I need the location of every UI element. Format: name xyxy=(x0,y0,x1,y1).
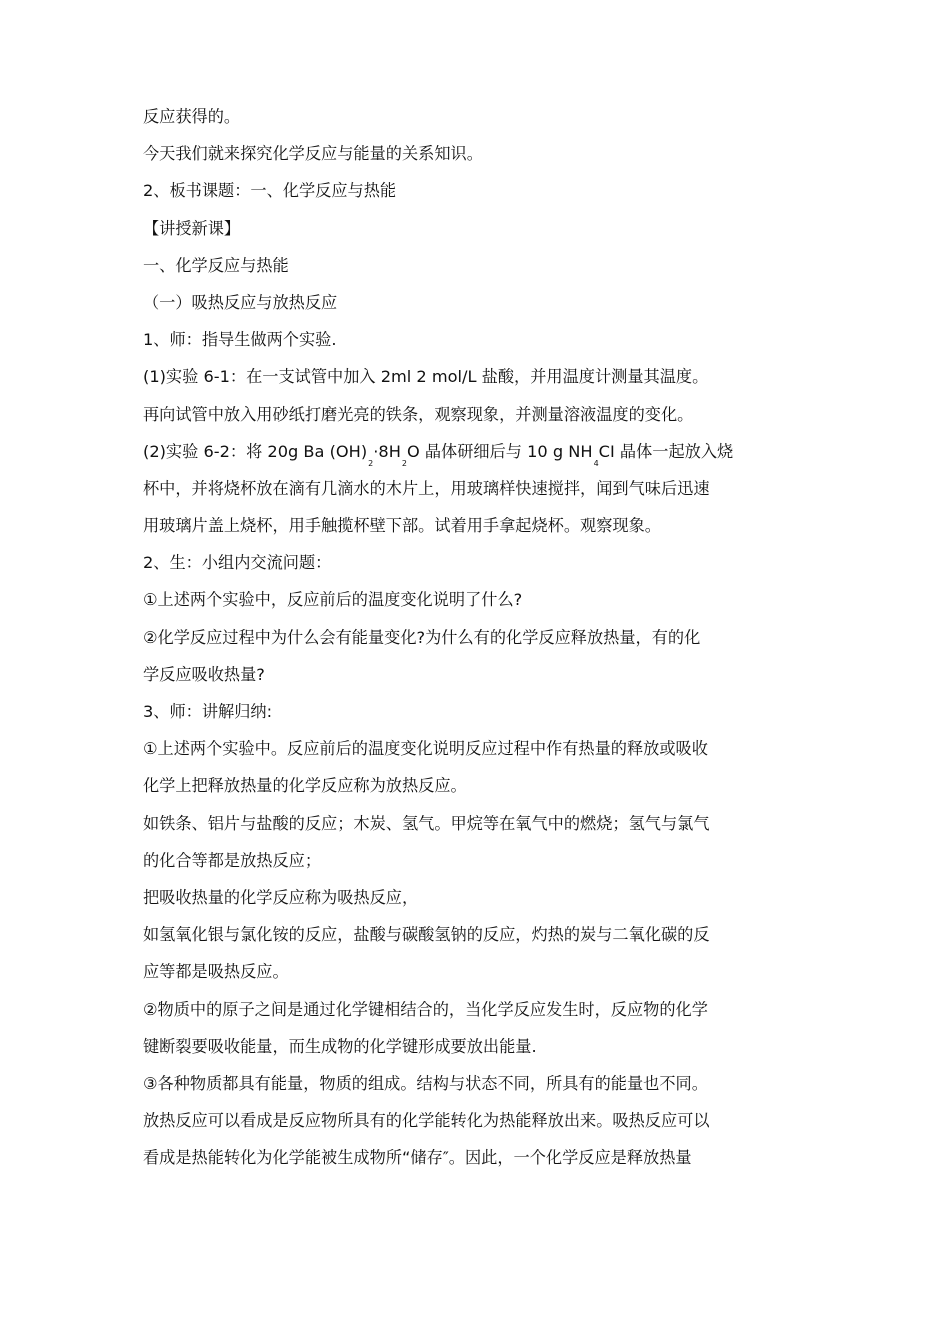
text-line: 应等都是吸热反应。 xyxy=(143,962,289,982)
text-line: 反应获得的。 xyxy=(143,107,241,126)
subscript: 2 xyxy=(401,458,407,468)
text-run: ·8H xyxy=(373,441,401,461)
text-line: 杯中，并将烧杯放在滴有几滴水的木片上，用玻璃样快速搅拌，闻到气味后迅速 xyxy=(143,478,710,498)
text-line: 3、师：讲解归纳: xyxy=(143,702,273,721)
text-line: 把吸收热量的化学反应称为吸热反应， xyxy=(143,887,419,907)
section-heading: 【讲授新课】 xyxy=(143,218,241,238)
text-line: 化学上把释放热量的化学反应称为放热反应。 xyxy=(143,776,467,796)
subsection-heading: （一）吸热反应与放热反应 xyxy=(143,292,338,312)
experiment-2-line xyxy=(143,433,813,470)
subscript: 2 xyxy=(368,458,374,468)
document-body xyxy=(143,98,813,1176)
text-line: 放热反应可以看成是反应物所具有的化学能转化为热能释放出来。吸热反应可以 xyxy=(143,1111,710,1131)
subscript: 4 xyxy=(593,458,599,468)
text-line: ①上述两个实验中。反应前后的温度变化说明反应过程中作有热量的释放或吸收 xyxy=(143,739,708,759)
text-line: 键断裂要吸收能量，而生成物的化学键形成要放出能量. xyxy=(143,1036,537,1056)
text-line: ①上述两个实验中，反应前后的温度变化说明了什么? xyxy=(143,590,523,610)
text-line: 今天我们就来探究化学反应与能量的关系知识。 xyxy=(143,144,483,164)
text-line: ②化学反应过程中为什么会有能量变化?为什么有的化学反应释放热量，有的化 xyxy=(143,627,701,647)
section-heading: 一、化学反应与热能 xyxy=(143,255,289,275)
text-line: 如氢氧化银与氯化铵的反应，盐酸与碳酸氢钠的反应，灼热的炭与二氧化碳的反 xyxy=(143,925,710,945)
text-line: 用玻璃片盖上烧杯，用手触揽杯壁下部。试着用手拿起烧杯。观察现象。 xyxy=(143,516,661,536)
text-line: ②物质中的原子之间是通过化学键相结合的，当化学反应发生时，反应物的化学 xyxy=(143,999,708,1019)
text-run: O 晶体研细后与 10 g NH xyxy=(406,441,593,461)
text-line: (1)实验 6-1：在一支试管中加入 2ml 2 mol/L 盐酸，并用温度计测量其温度。 xyxy=(143,367,709,387)
text-line: 如铁条、铝片与盐酸的反应；木炭、氢气。甲烷等在氧气中的燃烧；氢气与氯气 xyxy=(143,813,710,833)
text-line: 的化合等都是放热反应； xyxy=(143,850,322,870)
text-run: (2)实验 6-2：将 20g Ba (OH) xyxy=(143,441,368,461)
text-line: 1、师：指导生做两个实验. xyxy=(143,330,337,350)
section-heading: 2、板书课题：一、化学反应与热能 xyxy=(143,181,397,201)
text-run: CI 晶体一起放入烧 xyxy=(598,441,734,461)
text-line: ③各种物质都具有能量，物质的组成。结构与状态不同，所具有的能量也不同。 xyxy=(143,1073,708,1093)
text-line: 学反应吸收热量? xyxy=(143,664,265,684)
text-line: 2、生：小组内交流问题： xyxy=(143,553,332,573)
text-line: 再向试管中放入用砂纸打磨光亮的铁条，观察现象，并测量溶液温度的变化。 xyxy=(143,404,694,424)
text-line: 看成是热能转化为化学能被生成物所“储存″。因此，一个化学反应是释放热量 xyxy=(143,1148,692,1168)
